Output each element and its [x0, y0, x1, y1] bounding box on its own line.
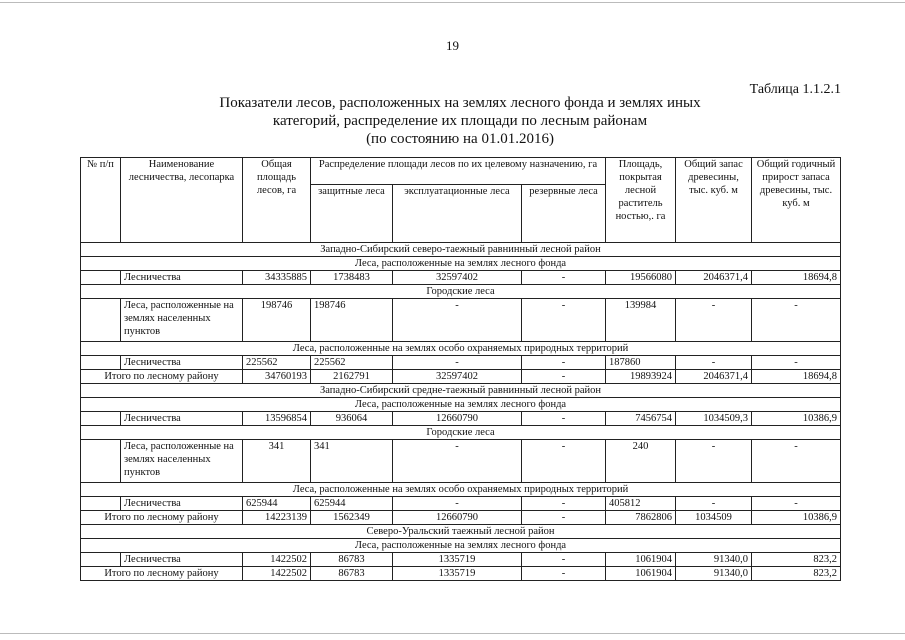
- category-heading: Леса, расположенные на землях особо охраняемых природных территорий: [81, 342, 841, 356]
- category-heading: Леса, расположенные на землях лесного фонда: [81, 539, 841, 553]
- header-reserve: резервные леса: [522, 185, 606, 243]
- category-heading: Леса, расположенные на землях лесного фонда: [81, 398, 841, 412]
- forest-indicators-table: [80, 157, 841, 581]
- table-row: Лесничества 225562 225562 - - 187860 - -: [81, 356, 841, 370]
- category-heading: Леса, расположенные на землях лесного фонда: [81, 257, 841, 271]
- table-row: Лесничества 1422502 86783 1335719 - 1061904 91340,0 823,2: [81, 553, 841, 567]
- table-row: Лесничества 13596854 936064 12660790 - 7456754 1034509,3 10386,9: [81, 412, 841, 426]
- category-heading: Городские леса: [81, 285, 841, 299]
- region-heading: Северо-Уральский таежный лесной район: [81, 525, 841, 539]
- total-row: Итого по лесному району 14223139 1562349 12660790 - 7862806 1034509 10386,9: [81, 511, 841, 525]
- title-line-3: (по состоянию на 01.01.2016): [366, 131, 554, 147]
- header-exploitation: эксплуатационные леса: [393, 185, 522, 243]
- header-total-stock: Общий запас древесины, тыс. куб. м: [676, 158, 752, 243]
- header-distribution: Распределение площади лесов по их целевому назначению, га: [311, 158, 606, 185]
- table-row: Лесничества 625944 625944 - - 405812 - -: [81, 497, 841, 511]
- region-heading: Западно-Сибирский средне-таежный равнинный лесной район: [81, 384, 841, 398]
- scan-edge-bottom: [0, 633, 905, 634]
- table-label: Таблица 1.1.2.1: [749, 82, 841, 97]
- header-num: № п/п: [81, 158, 121, 243]
- title-line-1: Показатели лесов, расположенных на землях лесного фонда и землях иных: [219, 95, 701, 111]
- total-row: Итого по лесному району 1422502 86783 1335719 - 1061904 91340,0 823,2: [81, 567, 841, 581]
- header-protective: защитные леса: [311, 185, 393, 243]
- table-row: Леса, расположенные на землях населенных пунктов 198746 198746 - - 139984 - -: [81, 299, 841, 342]
- category-heading: Леса, расположенные на землях особо охраняемых природных территорий: [81, 483, 841, 497]
- header-annual-growth: Общий годичный прирост запаса древесины, тыс. куб. м: [752, 158, 841, 243]
- header-name: Наименование лесничества, лесопарка: [121, 158, 243, 243]
- header-row-1: [81, 158, 841, 185]
- total-row: Итого по лесному району 34760193 2162791 32597402 - 19893924 2046371,4 18694,8: [81, 370, 841, 384]
- header-covered-area: Площадь, покрытая лесной раститель ностью,. га: [606, 158, 676, 243]
- scan-edge-top: [0, 2, 905, 3]
- title-line-2: категорий, распределение их площади по лесным районам: [272, 113, 648, 129]
- category-heading: Городские леса: [81, 426, 841, 440]
- table-row: Лесничества 34335885 1738483 32597402 - 19566080 2046371,4 18694,8: [81, 271, 841, 285]
- region-heading: Западно-Сибирский северо-таежный равнинный лесной район: [81, 243, 841, 257]
- page-number: 19: [446, 38, 459, 53]
- table-row: Леса, расположенные на землях населенных пунктов 341 341 - - 240 - -: [81, 440, 841, 483]
- header-total-area: Общая площадь лесов, га: [243, 158, 311, 243]
- document-title: [130, 94, 790, 148]
